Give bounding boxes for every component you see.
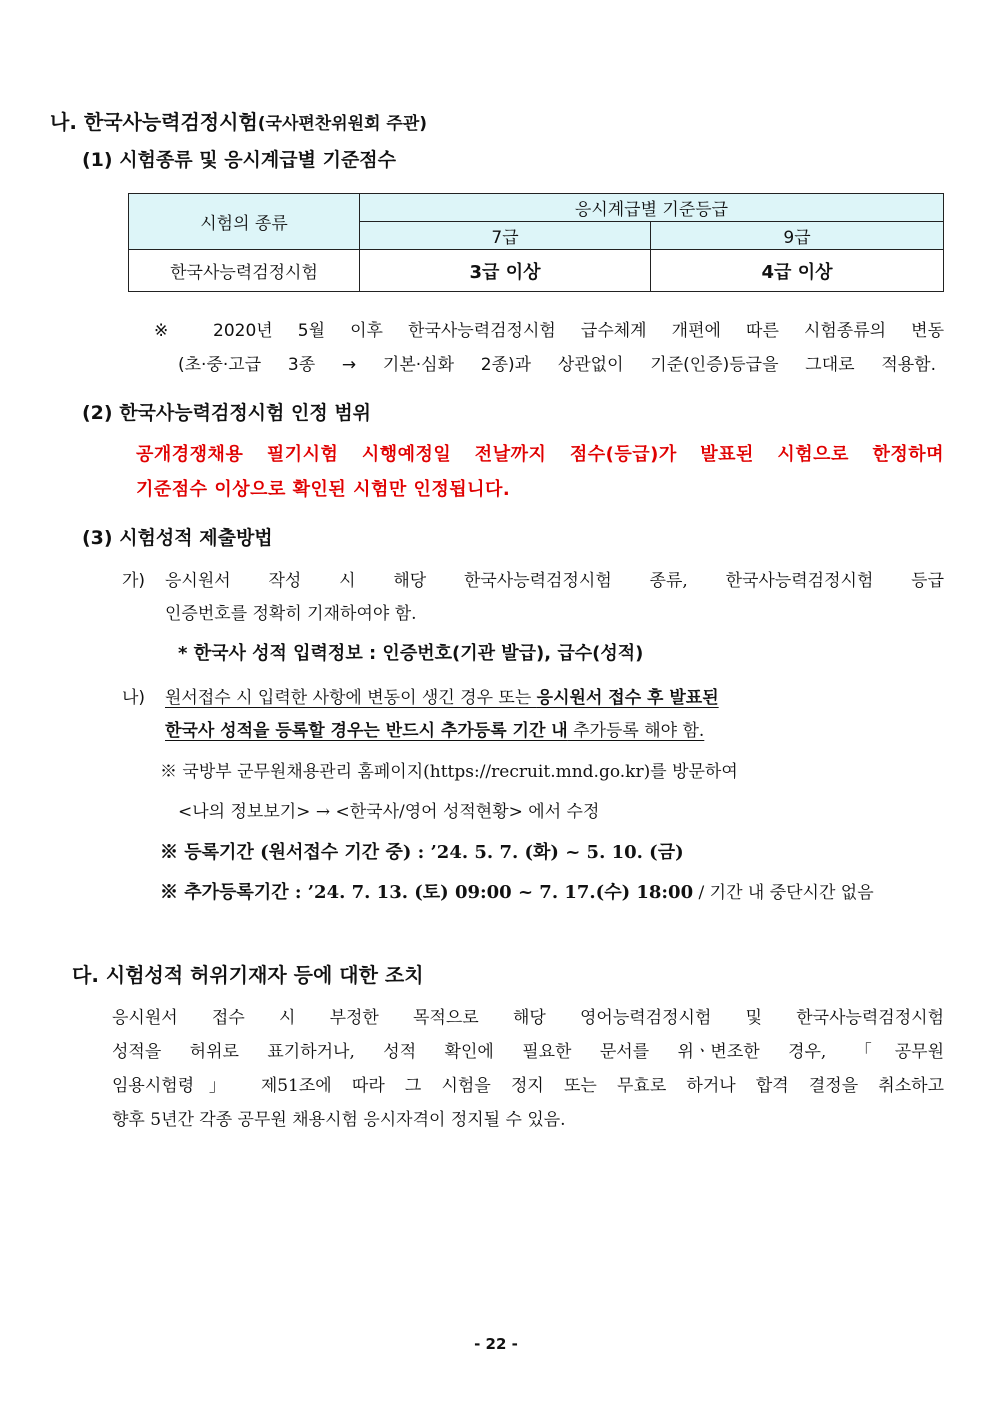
- additional-registration-plain: / 기간 내 중단시간 없음: [693, 883, 874, 903]
- section-da-line-4: 향후 5년간 각종 공무원 채용시험 응시자격이 정지될 수 있음.: [112, 1110, 566, 1130]
- section-da-line-3: 임용시험령」 제51조에 따라 그 시험을 정지 또는 무효로 하거나 합격 결정을 취소하고: [112, 1076, 944, 1096]
- sub1-title: (1) 시험종류 및 응시계급별 기준점수: [82, 149, 397, 171]
- section-da-line-1: 응시원서 접수 시 부정한 목적으로 해당 영어능력검정시험 및 한국사능력검정시험: [112, 1008, 944, 1028]
- item-na-marker: 나): [122, 688, 146, 708]
- table-cell-9: 4급 이상: [651, 250, 944, 292]
- page-number: - 22 -: [474, 1335, 518, 1353]
- item-ga-marker: 가): [122, 571, 146, 591]
- table-header-9: 9급: [651, 222, 944, 250]
- item-na-line-1-plain: 원서접수 시 입력한 사항에 변동이 생긴 경우 또는: [165, 688, 537, 708]
- red-notice-line-2: 기준점수 이상으로 확인된 시험만 인정됩니다.: [136, 479, 511, 500]
- registration-period: ※ 등록기간 (원서접수 기간 중) : ’24. 5. 7. (화) ~ 5. 10. (금): [160, 842, 684, 863]
- table-header-type: 시험의 종류: [129, 194, 360, 250]
- note-line-2: (초·중·고급 3종 → 기본·심화 2종)과 상관없이 기준(인증)등급을 그대로 적용함.: [178, 355, 936, 375]
- star-note: * 한국사 성적 입력정보 : 인증번호(기관 발급), 급수(성적): [178, 643, 644, 664]
- section-da-title: 다. 시험성적 허위기재자 등에 대한 조치: [72, 963, 424, 987]
- item-na-line-2-plain: 추가등록 해야 함.: [567, 721, 705, 741]
- additional-registration: [160, 878, 874, 904]
- item-na-line-2-bold: 한국사 성적을 등록할 경우는 반드시 추가등록 기간 내: [165, 721, 568, 741]
- note-line-1: ※ 2020년 5월 이후 한국사능력검정시험 급수체계 개편에 따른 시험종류의 변동: [154, 321, 944, 341]
- item-na-line-1: [165, 683, 944, 708]
- section-na-heading: [50, 106, 427, 135]
- additional-registration-bold: ※ 추가등록기간 : ’24. 7. 13. (토) 09:00 ~ 7. 17.(수) 18:00: [160, 882, 694, 903]
- item-ga-line-2: 인증번호를 정확히 기재하여야 함.: [165, 604, 417, 624]
- sub2-title: (2) 한국사능력검정시험 인정 범위: [82, 402, 372, 424]
- item-ga-line-1: 응시원서 작성 시 해당 한국사능력검정시험 종류, 한국사능력검정시험 등급: [165, 571, 944, 591]
- section-da-line-2: 성적을 허위로 표기하거나, 성적 확인에 필요한 문서를 위ㆍ변조한 경우, 「공무원: [112, 1042, 944, 1062]
- section-na-title: 나. 한국사능력검정시험: [50, 110, 258, 134]
- table-header-group: 응시계급별 기준등급: [360, 194, 944, 222]
- section-na-title-suffix: (국사편찬위원회 주관): [257, 114, 428, 134]
- table-header-7: 7급: [360, 222, 651, 250]
- red-notice-line-1: 공개경쟁채용 필기시험 시행예정일 전날까지 점수(등급)가 발표된 시험으로 한정하며: [136, 444, 944, 465]
- ref-line-1: ※ 국방부 군무원채용관리 홈페이지(https://recruit.mnd.go.kr)를 방문하여: [160, 762, 738, 782]
- item-na-line-1-bold: 응시원서 접수 후 발표된: [536, 688, 719, 708]
- item-na-line-2: [165, 716, 704, 741]
- table-cell-7: 3급 이상: [360, 250, 651, 292]
- grade-table: [128, 193, 944, 292]
- sub3-title: (3) 시험성적 제출방법: [82, 527, 273, 549]
- ref-line-2: <나의 정보보기> → <한국사/영어 성적현황> 에서 수정: [178, 802, 600, 822]
- table-cell-type: 한국사능력검정시험: [129, 250, 360, 292]
